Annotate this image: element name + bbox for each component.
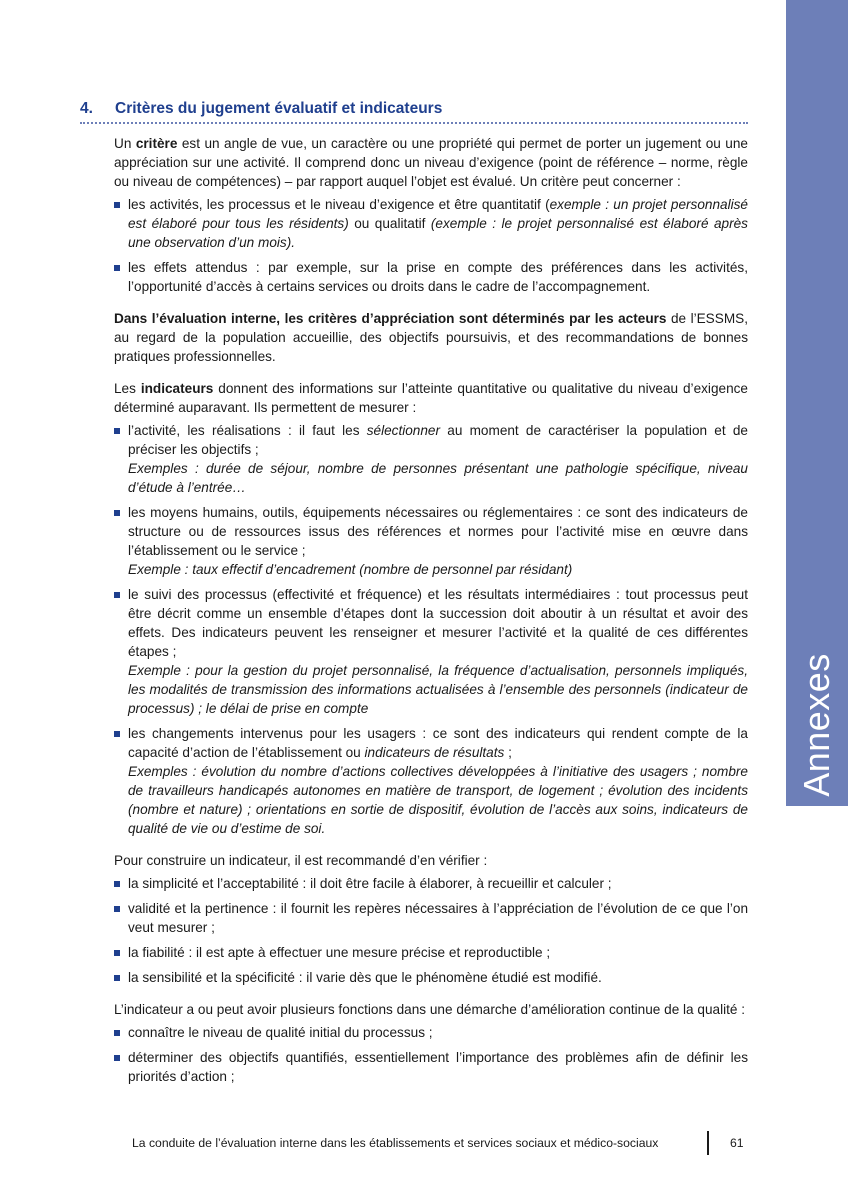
text: les effets attendus : par exemple, sur la prise en compte des préférences dans les activités, l’opportunité d’accès à certains services ou droits dans le cadre de l’accompagnement. xyxy=(128,260,748,294)
emphasis: indicateurs de résultats xyxy=(364,745,505,760)
list-item xyxy=(114,503,748,579)
side-tab-label: Annexes xyxy=(796,653,837,797)
square-bullet-icon xyxy=(114,906,120,912)
square-bullet-icon xyxy=(114,510,120,516)
text: de l’ESSMS, au regard de la population accueillie, des objectifs poursuivis, et des recommandations de bonnes pratiques professionnelles. xyxy=(114,311,748,364)
text: ; xyxy=(504,745,512,760)
square-bullet-icon xyxy=(114,881,120,887)
text: les activités, les processus et le niveau d’exigence et être quantitatif ( xyxy=(128,197,550,212)
square-bullet-icon xyxy=(114,1055,120,1061)
text: validité et la pertinence : il fournit les repères nécessaires à l’appréciation de l’évolution de ce que l’on veut mesurer ; xyxy=(128,901,748,935)
list-item xyxy=(114,943,748,962)
paragraph-fonctions: L’indicateur a ou peut avoir plusieurs fonctions dans une démarche d’amélioration continue de la qualité : xyxy=(114,1002,746,1017)
list-item xyxy=(114,899,748,937)
term-indicateurs: indicateurs xyxy=(140,381,214,396)
list-item xyxy=(114,258,748,296)
square-bullet-icon xyxy=(114,428,120,434)
list-item xyxy=(114,1048,748,1086)
square-bullet-icon xyxy=(114,592,120,598)
indicators-list xyxy=(114,421,748,838)
text: la sensibilité et la spécificité : il varie dès que le phénomène étudié est modifié. xyxy=(128,970,602,985)
text: le suivi des processus (effectivité et fréquence) et les résultats intermédiaires : tout processus peut être décrit comme un ensemble d’étapes dont la succession doit aboutir à un résultat et avoir des effets. Des indicateurs peuvent les renseigner et mesurer l’activité et la qualité de ces différentes étapes ; xyxy=(128,587,748,659)
text: les changements intervenus pour les usagers : ce sont des indicateurs qui rendent compte de la capacité d’action de l’établissement ou xyxy=(128,726,748,760)
paragraph-construire: Pour construire un indicateur, il est recommandé d’en vérifier : xyxy=(114,853,488,868)
example-text: Exemple : taux effectif d’encadrement (nombre de personnel par résidant) xyxy=(128,562,573,577)
list-item xyxy=(114,585,748,718)
footer-title: La conduite de l’évaluation interne dans les établissements et services sociaux et médico-sociaux xyxy=(132,1136,659,1150)
section-title: Critères du jugement évaluatif et indicateurs xyxy=(115,100,443,117)
emphasis: sélectionner xyxy=(366,423,441,438)
paragraph-indicateurs xyxy=(114,379,748,417)
paragraph-evaluation-interne xyxy=(114,309,748,366)
example-text: Exemples : évolution du nombre d’actions collectives développées à l’initiative des usagers ; nombre de travailleurs handicapés autonomes en matière de transport, de logement ; évolution des incidents (nombre et nature) ; orientations en sortie de dispositif, évolution de l’accès aux soins, indicateurs de qualité de vie ou d’estime de soi. xyxy=(128,764,748,836)
example-text: Exemples : durée de séjour, nombre de personnes présentant une pathologie spécifique, niveau d’étude à l’entrée… xyxy=(128,461,748,495)
example-text: (exemple : le projet personnalisé est élaboré après une observation d’un mois). xyxy=(128,216,748,250)
text: l’activité, les réalisations : il faut les xyxy=(128,423,367,438)
square-bullet-icon xyxy=(114,731,120,737)
verification-list xyxy=(114,874,748,987)
text: les moyens humains, outils, équipements nécessaires ou réglementaires : ce sont des indicateurs de structure ou de ressources issus des références et normes pour l’activité mise en œuvre dans l’établissement ou le service ; xyxy=(128,505,748,558)
text: est un angle de vue, un caractère ou une propriété qui permet de porter un jugement ou une appréciation sur une activité. Il comprend donc un niveau d’exigence (point de référence – norme, règle ou niveau de compétences) – par rapport auquel l’objet est évalué. Un critère peut concerner : xyxy=(114,136,748,189)
text: la fiabilité : il est apte à effectuer une mesure précise et reproductible ; xyxy=(128,945,551,960)
list-item xyxy=(114,421,748,497)
text: Un xyxy=(114,136,136,151)
list-item xyxy=(114,968,748,987)
bold-lead: Dans l’évaluation interne, les critères d’appréciation sont déterminés par les acteurs xyxy=(114,311,667,326)
text: connaître le niveau de qualité initial du processus ; xyxy=(128,1025,433,1040)
text: donnent des informations sur l’atteinte quantitative ou qualitative du niveau d’exigence déterminé auparavant. Ils permettent de mesurer : xyxy=(114,381,748,415)
section-4 xyxy=(80,99,748,1099)
square-bullet-icon xyxy=(114,950,120,956)
example-text: exemple : un projet personnalisé est élaboré pour tous les résidents) xyxy=(128,197,748,231)
list-item xyxy=(114,874,748,893)
functions-list xyxy=(114,1023,748,1086)
square-bullet-icon xyxy=(114,265,120,271)
list-item xyxy=(114,195,748,252)
list-item xyxy=(114,724,748,838)
side-tab xyxy=(786,0,848,806)
section-heading xyxy=(80,99,748,124)
text: au moment de caractériser la population et de préciser les objectifs ; xyxy=(128,423,748,457)
square-bullet-icon xyxy=(114,975,120,981)
page-number: 61 xyxy=(730,1136,744,1150)
text: la simplicité et l’acceptabilité : il doit être facile à élaborer, à recueillir et calculer ; xyxy=(128,876,612,891)
list-item xyxy=(114,1023,748,1042)
text: Les xyxy=(114,381,141,396)
example-text: Exemple : pour la gestion du projet personnalisé, la fréquence d’actualisation, personnels impliqués, les modalités de transmission des informations actualisées à l’ensemble des personnels (indicateur de processus) ; le délai de prise en compte xyxy=(128,663,748,716)
criteria-list xyxy=(114,195,748,296)
text: ou qualitatif xyxy=(348,216,431,231)
paragraph-critere xyxy=(114,134,748,191)
footer-divider xyxy=(707,1131,709,1155)
square-bullet-icon xyxy=(114,202,120,208)
term-critere: critère xyxy=(135,136,178,151)
section-content xyxy=(114,134,748,1086)
section-number: 4. xyxy=(80,100,93,117)
square-bullet-icon xyxy=(114,1030,120,1036)
text: déterminer des objectifs quantifiés, essentiellement l’importance des problèmes afin de définir les priorités d’action ; xyxy=(128,1050,748,1084)
page-footer xyxy=(132,1130,752,1156)
